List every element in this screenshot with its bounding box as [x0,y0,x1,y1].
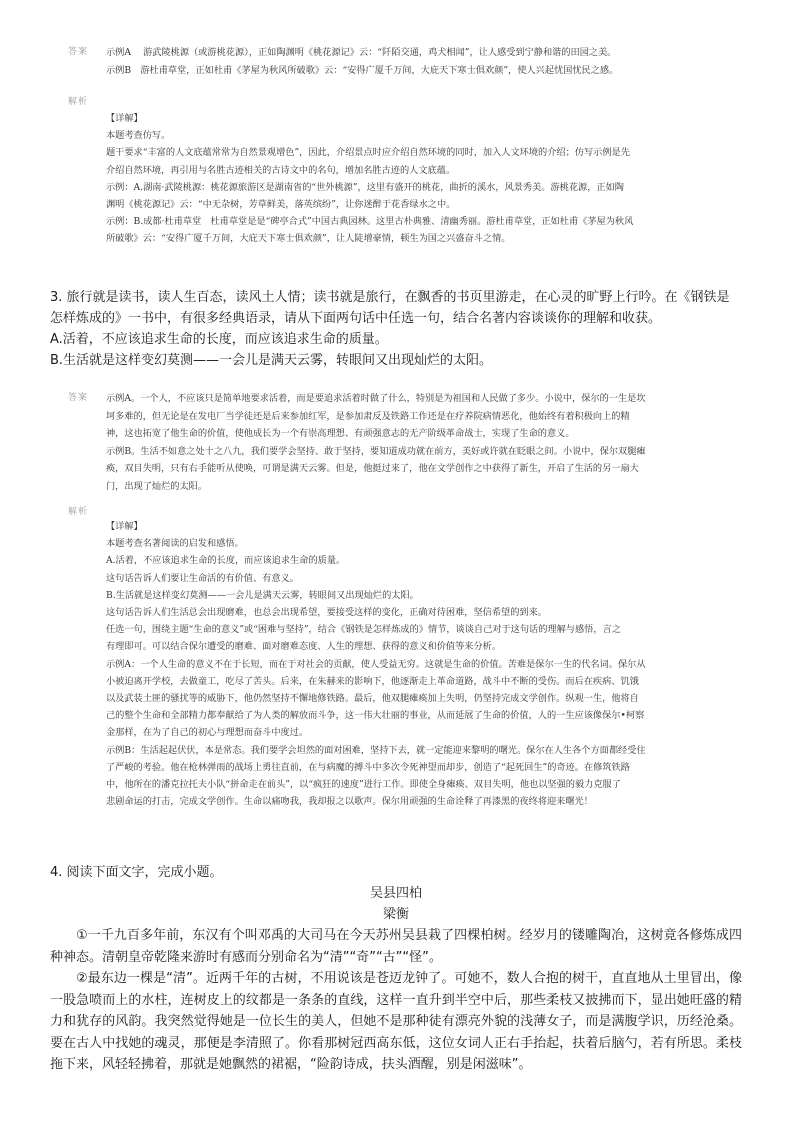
analysis-line: 有理即可。可以结合保尔遭受的磨难、面对磨难态度、人生的理想、获得的意义和价值等来分析。 [106,641,502,653]
answer-line: 示例B。生活不如意之处十之八九，我们要学会坚持、敢于坚持，要知道成功就在前方，美好或许就在眨眼之间。小说中，保尔双腿瘫 [106,445,646,457]
question-line: 3. 旅行就是读书，读人生百态，读风土人情；读书就是旅行，在飘香的书页里游走，在心灵的旷野上行吟。在《钢铁是 [50,290,730,305]
analysis-line: 渊明《桃花源记》云：“中无杂树，芳草鲜美，落英缤纷”，让你迷醉于花香绿水之中。 [106,199,456,211]
analysis-line: B.生活就是这样变幻莫测——一会儿是满天云雾，转眼间又出现灿烂的太阳。 [106,589,419,601]
analysis-line: 这句话告诉人们要让生命活的有价值、有意义。 [106,572,299,584]
analysis-line: 示例B：生活起起伏伏，本是常态。我们要学会坦然的面对困难，坚持下去，就一定能迎来黎明的曙光。保尔在人生各个方面都经受住 [106,744,646,756]
answer-text-2 [106,390,734,496]
answer-line: 神，这也拓宽了他生命的价值，使他成长为一个有崇高理想、有顽强意志的无产阶级革命战士，实现了生命的意义。 [106,428,575,440]
analysis-block-1 [68,94,734,248]
analysis-block-2 [68,504,734,810]
question-line: 怎样炼成的》一书中，有很多经典语录，请从下面两句话中任选一句，结合名著内容谈谈你的理解和收获。 [50,311,662,326]
answer-line: 门，出现了灿烂的太阳。 [106,480,208,492]
passage-paragraph-1: ①一千九百多年前，东汉有个叫邓禹的大司马在今天苏州吴县栽了四棵柏树。经岁月的镂雕陶冶，这树竟各修炼成四种神态。清朝皇帝乾隆来游时有感而分别命名为“清”“奇”“古”“怪”。 [50,928,742,965]
analysis-line: 【详解】 [106,113,143,124]
analysis-line: 【详解】 [106,521,143,532]
answer-line: 示例A。一个人，不应该只是简单地要求活着，而是要追求活着时做了什么，特别是为祖国和人民做了多少。小说中，保尔的一生是坎 [106,393,646,404]
analysis-line: 本题考查仿写。 [106,130,171,142]
analysis-line: 本题考查名著阅读的启发和感悟。 [106,538,244,550]
analysis-line: 以及武装土匪的骚扰等的威胁下，他仍然坚持不懈地修铁路。最后，他双腿瘫痪加上失明，仍坚持完成文学创作。纵观一生，他将自 [106,693,639,705]
question-option-b: B.生活就是这样变幻莫测——一会儿是满天云雾，转眼间又出现灿烂的太阳。 [50,353,493,368]
analysis-line: 金那样，在为了自己的初心与理想而奋斗中度过。 [106,727,309,739]
analysis-line: 示例A：一个人生命的意义不在于长短，而在于对社会的贡献，使人受益无穷。这就是生命的价值。苦难是保尔一生的代名词。保尔从 [106,658,646,670]
analysis-label: 解析 [68,507,89,517]
analysis-line: 示例：A.湖南·武陵桃源：桃花源旅游区是湖南省的“世外桃源”，这里有盛开的桃花，曲折的溪水，风景秀美。游桃花源，正如陶 [106,181,624,193]
analysis-text-1 [106,110,734,248]
answer-block-2 [68,390,734,496]
analysis-line: 所破歌》云：“安得广厦千万间，大庇天下寒士俱欢颜”，让人陡增豪情，顿生为国之兴盛奋斗之情。 [106,233,511,245]
passage-paragraph-2: ②最东边一棵是“清”。近两千年的古树，不用说该是苍迈龙钟了。可她不，数人合抱的树干，直直地从土里冒出，像一股急喷而上的水柱，连树皮上的纹都是一条条的直线，这样一直升到半空中后，那些柔枝又披拂而下，显出她旺盛的精力和犹存的风韵。我突然觉得她是一位长生的美人，但她不是那种徒有漂亮外貌的浅薄女子，而是满腹学识，历经沧桑。要在古人中找她的魂灵，那便是李清照了。你看那树冠西高东低，这位女词人正右手抬起，扶着后脑勺，若有所思。柔枝拖下来，风轻轻拂着，那就是她飘然的裙裾，“险韵诗成，扶头酒醒，别是闲滋味”。 [50,971,742,1072]
analysis-text-2 [106,518,734,810]
answer-label: 答案 [68,47,89,57]
analysis-line: 这句话告诉人们生活总会出现磨难，也总会出现希望，要接受这样的变化，正确对待困难，坚信希望的到来。 [106,607,547,619]
answer-block-1 [68,44,734,79]
answer-text-1 [106,44,734,79]
answer-line: 坷多难的，但无论是在发电厂当学徒还是后来参加红军，是参加肃反及铁路工作还是在疗养院病情恶化，他始终有着积极向上的精 [106,410,630,422]
analysis-line: 小被迫离开学校，去做童工，吃尽了苦头。后来，在朱赫来的影响下，他逐渐走上革命道路，战斗中不断的受伤。而后在疾病、饥饿 [106,675,639,687]
analysis-line: 了严峻的考验。他在枪林弹雨的战场上勇往直前，在与病魔的搏斗中多次令死神望而却步，创造了“起死回生”的奇迹。在修筑铁路 [106,761,630,773]
passage-title: 吴县四柏 [369,886,422,901]
question-option-a: A.活着，不应该追求生命的长度，而应该追求生命的质量。 [50,332,388,347]
analysis-line: 己的整个生命和全部精力都奉献给了为人类的解放而斗争，这一伟大壮丽的事业，从而延展了生命的价值，人的一生应该像保尔•柯察 [106,710,645,722]
passage-author: 梁衡 [382,907,409,922]
analysis-line: 介绍自然环境，再引用与名胜古迹相关的古诗文中的名句，增加名胜古迹的人文底蕴。 [106,164,456,176]
answer-line: 痪，双目失明，只有右手能听从使唤，可谓是满天云雾。但是，他挺过来了，他在文学创作之中获得了新生，开启了生活的另一扇大 [106,463,639,475]
analysis-line: 任选一句，围绕主题“生命的意义”或“困难与坚持”，结合《钢铁是怎样炼成的》情节，谈谈自己对于这句话的理解与感悟，言之 [106,624,621,636]
analysis-label: 解析 [68,97,89,107]
answer-line: 示例A 游武陵桃源（或游桃花源），正如陶渊明《桃花源记》云：“阡陌交通，鸡犬相闻”，让人感受到宁静和谐的田园之美。 [106,47,617,58]
analysis-line: 中，他所在的潘克拉托夫小队“拼命走在前头”，以“疯狂的速度”进行工作。即使全身瘫痪、双目失明，他也以坚强的毅力克服了 [106,779,621,791]
analysis-line: 题干要求“丰富的人文底蕴常常为自然景观增色”，因此，介绍景点时应介绍自然环境的同时，加入人文环境的介绍；仿写示例是先 [106,147,630,159]
analysis-line: 示例：B.成都·杜甫草堂 杜甫草堂是是“碑亭合式”中国古典园林。这里古朴典雅、清幽秀丽。游杜甫草堂，正如杜甫《茅屋为秋风 [106,216,634,228]
question-4-header: 4. 阅读下面文字，完成小题。 [50,865,223,880]
question-4 [50,862,742,1076]
question-3 [50,287,742,371]
analysis-line: 悲剧命运的打击，完成文学创作。生命以痛吻我，我却报之以歌声。保尔用顽强的生命诠释了再漆黑的夜终将迎来曙光！ [106,796,593,808]
analysis-line: A.活着，不应该追求生命的长度，而应该追求生命的质量。 [106,555,346,567]
answer-label: 答案 [68,393,89,403]
answer-line: 示例B 游杜甫草堂，正如杜甫《茅屋为秋风所破歌》云：“安得广厦千万间，大庇天下寒士俱欢颜”，使人兴起忧国忧民之感。 [106,64,619,76]
